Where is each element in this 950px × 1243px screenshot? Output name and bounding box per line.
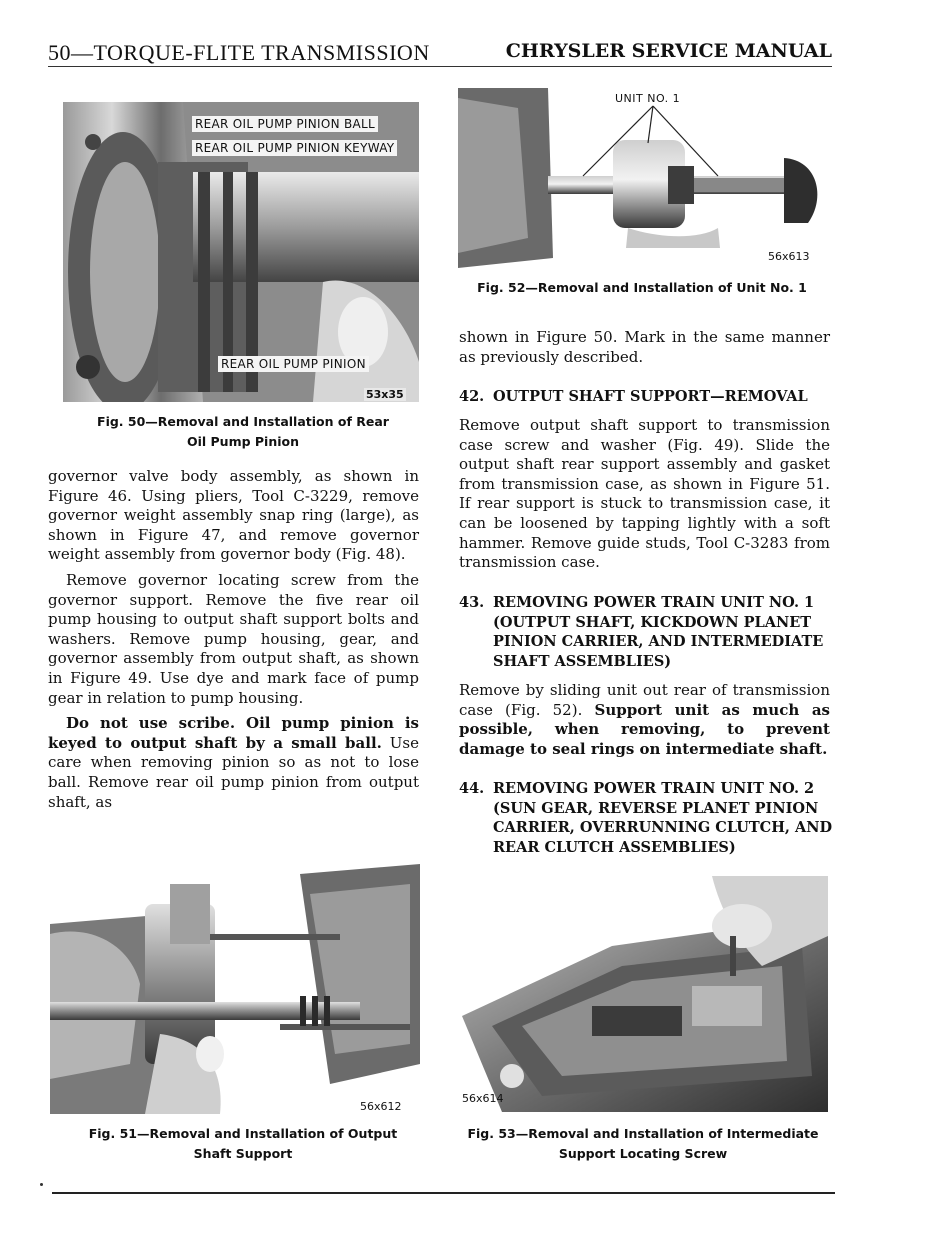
section-44-line4: REAR CLUTCH ASSEMBLIES) [493, 838, 736, 856]
section-42-heading [459, 387, 839, 407]
section-42-body: Remove output shaft support to transmission case screw and washer (Fig. 49). Slide the output shaft rear support assembly and gasket from transmission case, as shown in Figure 51. If rear support is stuck to transmission case, it can be loosened by tapping lightly with a soft hammer. Remove guide studs, Tool C-3283 from transmission case. [459, 416, 830, 572]
fig53-caption-line2: Support Locating Screw [558, 1146, 728, 1161]
fig50-label-pinion: REAR OIL PUMP PINION [218, 356, 369, 372]
section-42-title: OUTPUT SHAFT SUPPORT—REMOVAL [493, 388, 808, 405]
fig53-caption [458, 1124, 828, 1164]
section-43-line1: REMOVING POWER TRAIN UNIT NO. 1 [493, 594, 815, 611]
section-44-line3: CARRIER, OVERRUNNING CLUTCH, AND [493, 819, 833, 837]
section-43-body-plain: Remove by sliding unit out rear of transmission case (Fig. 52). [459, 681, 830, 719]
fig50-caption-line1: Fig. 50—Removal and Installation of Rear [97, 414, 389, 429]
fig51-photo [50, 864, 420, 1114]
section-43-line2: (OUTPUT SHAFT, KICKDOWN PLANET [493, 613, 812, 631]
header-rule [48, 66, 832, 67]
right-para-continued: shown in Figure 50. Mark in the same manner as previously described. [459, 328, 830, 366]
fig52-label-unit: UNIT NO. 1 [615, 92, 681, 105]
section-43-body-bold: Support unit as much as possible, when removing, to prevent damage to seal rings on intermediate shaft. [459, 700, 830, 758]
fig53-code: 56x614 [462, 1092, 504, 1105]
left-para-2: Remove governor locating screw from the governor support. Remove the five rear oil pump housing to output shaft support bolts and washers. Remove pump housing, gear, and governor assembly from output shaft, as shown in Figure 49. Use dye and mark face of pump gear in relation to pump housing. [48, 570, 419, 707]
footer-rule [52, 1192, 835, 1194]
section-44-line2: (SUN GEAR, REVERSE PLANET PINION [493, 799, 819, 817]
fig50-label-ball: REAR OIL PUMP PINION BALL [192, 116, 378, 132]
fig50-label-keyway: REAR OIL PUMP PINION KEYWAY [192, 140, 397, 156]
section-43-body [459, 681, 830, 759]
section-44-number: 44. [459, 780, 485, 797]
left-para-3-bold: Do not use scribe. Oil pump pinion is keyed to output shaft by a small ball. [48, 714, 419, 752]
fig52-caption: Fig. 52—Removal and Installation of Unit No. 1 [477, 280, 807, 295]
running-header-title: 50—TORQUE-FLITE TRANSMISSION [48, 40, 430, 65]
running-header-manual: CHRYSLER SERVICE MANUAL [505, 40, 832, 62]
fig51-code: 56x612 [360, 1100, 402, 1113]
left-para-1: governor valve body assembly, as shown in Figure 46. Using pliers, Tool C-3229, remove governor weight assembly snap ring (large), as shown in Figure 47, and remove governor weight assembly from governor body (Fig. 48). [48, 467, 419, 564]
left-column-text [48, 467, 419, 812]
fig51-caption-line1: Fig. 51—Removal and Installation of Output [88, 1126, 398, 1141]
page-speck [40, 1183, 43, 1186]
section-43-number: 43. [459, 594, 485, 611]
fig51-caption-line2: Shaft Support [193, 1146, 293, 1161]
section-43-line3: PINION CARRIER, AND INTERMEDIATE [493, 633, 824, 651]
fig52-code: 56x613 [768, 250, 810, 263]
section-42-number: 42. [459, 388, 485, 405]
section-44-line1: REMOVING POWER TRAIN UNIT NO. 2 [493, 780, 815, 797]
section-43-line4: SHAFT ASSEMBLIES) [493, 652, 672, 670]
left-para-3 [48, 714, 419, 812]
fig50-caption [48, 412, 438, 452]
fig52-photo [458, 88, 826, 270]
fig51-caption [48, 1124, 438, 1164]
section-44-heading [459, 779, 839, 857]
left-para-3-rest: Use care when removing pinion so as not to lose ball. Remove rear oil pump pinion from output shaft, as [48, 733, 420, 811]
fig50-code: 53x35 [366, 388, 404, 401]
fig50-caption-line2: Oil Pump Pinion [186, 434, 300, 449]
section-43-heading [459, 593, 839, 671]
fig53-caption-line1: Fig. 53—Removal and Installation of Intermediate [467, 1126, 819, 1141]
fig53-photo [462, 876, 828, 1112]
